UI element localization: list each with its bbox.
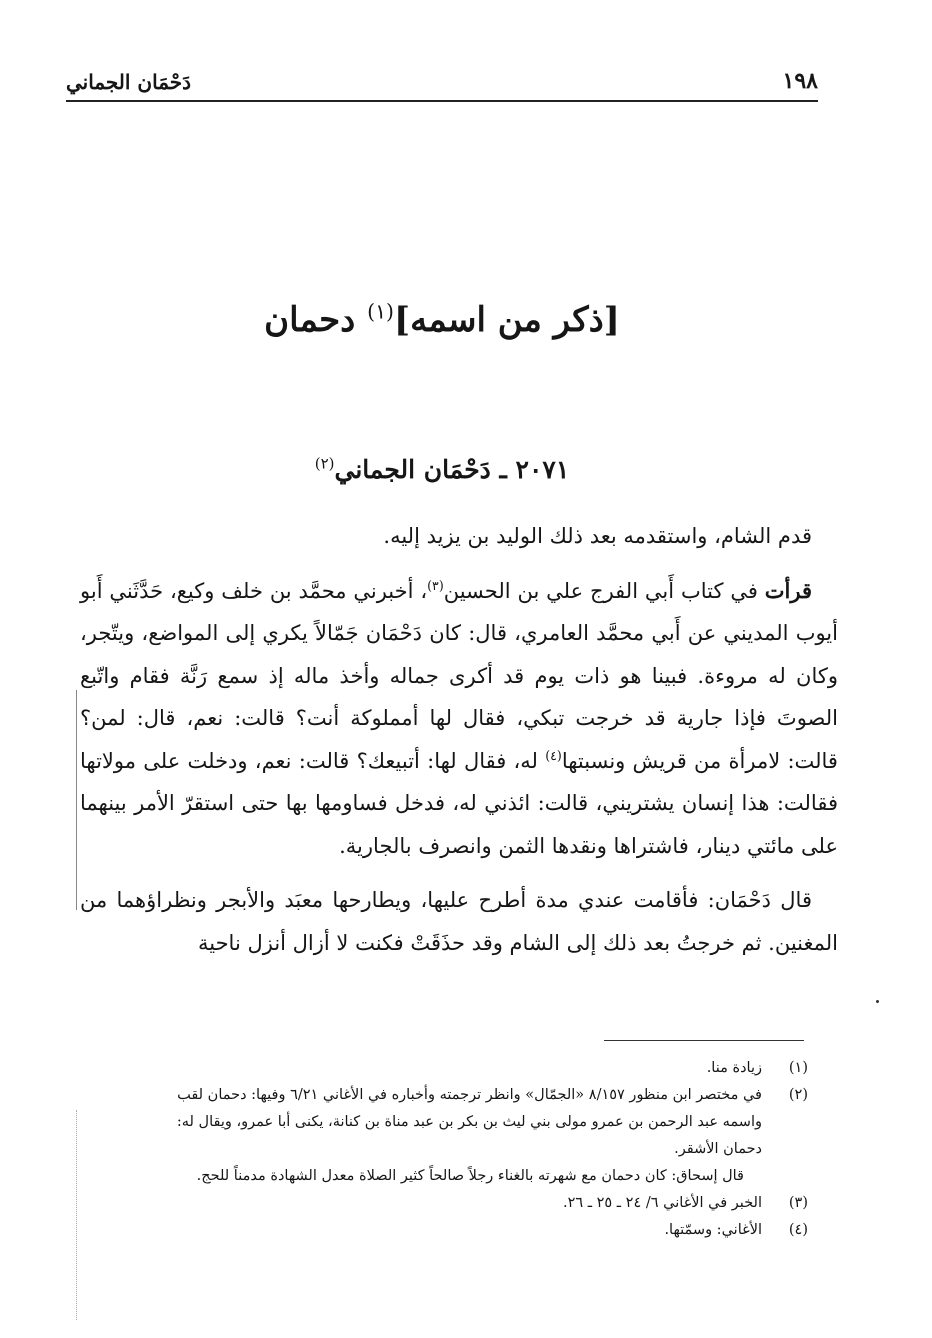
scan-speck <box>876 1000 879 1003</box>
footnote-3-number: (٣) <box>788 1195 808 1211</box>
footnote-1-text: زيادة منا. <box>706 1060 762 1076</box>
section-title-footnote-ref: (١) <box>367 299 394 324</box>
footnote-4-number: (٤) <box>788 1222 808 1238</box>
paragraph-2-part-c: له، فقال لها: أتبيعك؟ قالت: نعم، ودخلت على مولاتها فقالت: هذا إنسان يشتريني، قالت: ائذني له، فدخل فساومها بها حتى استقرّ الأمر بينهما على مائتي دينار، فاشتراها ونقدها الثمن وانصرف بالجارية. <box>80 748 838 858</box>
paragraph-2-lead: قرأت <box>764 577 812 603</box>
paragraph-2-part-a: في كتاب أَبي الفرج علي بن الحسين <box>443 578 765 603</box>
footnote-3 <box>56 1190 808 1217</box>
footnote-1 <box>56 1055 808 1082</box>
footnote-1-number: (١) <box>788 1060 808 1076</box>
paragraph-1: قدم الشام، واستقدمه بعد ذلك الوليد بن يزيد إليه. <box>383 524 812 548</box>
footnote-2-continuation-2: دحمان الأشقر. <box>674 1141 762 1157</box>
entry-title <box>66 455 818 484</box>
section-title-name: دحمان <box>264 300 368 340</box>
running-head: دَحْمَان الجماني <box>66 70 192 94</box>
body-text <box>80 515 838 976</box>
section-title <box>66 300 818 340</box>
footnote-3-text: الخبر في الأغاني ٦/ ٢٤ ـ ٢٥ ـ ٢٦. <box>562 1195 762 1211</box>
entry-title-footnote-ref: (٢) <box>314 454 335 473</box>
paragraph-2-part-b: ، أخبرني محمَّد بن خلف وكيع، حَدَّثَني أَبو أيوب المديني عن أَبي محمَّد العامري، قال: كان دَحْمَان جَمّالاً يكري إلى المواضع، ويتّجر، وكان له مروءة. فبينا هو ذات يوم قد أكرى جماله وأخذ ماله إذ سمع رَنَّة فقام واتّبع الصوتَ فإذا جارية قد خرجت تبكي، فقال لها أمملوكة أنت؟ قالت: نعم، قال: لمن؟ قالت: لامرأة من قريش ونسبتها <box>80 578 838 773</box>
paragraph-3: قال دَحْمَان: فأقامت عندي مدة أطرح عليها، ويطارحها معبَد والأبجر ونظراؤهما من المغنين. ثم خرجتُ بعد ذلك إلى الشام وقد حذَقَتْ فكنت لا أزال أنزل ناحية <box>80 888 838 955</box>
footnotes <box>56 1055 808 1244</box>
footnote-divider <box>604 1040 804 1041</box>
section-title-text: [ذكر من اسمه] <box>394 300 620 340</box>
paragraph-2 <box>80 570 838 868</box>
footnote-ref-4: (٤) <box>545 747 562 763</box>
page-header <box>66 66 818 102</box>
footnote-2-continuation-1: واسمه عبد الرحمن بن عمرو مولى بني ليث بن بكر بن عبد مناة بن كنانة، يكنى أبا عمرو، ويقال له: <box>176 1114 762 1130</box>
footnote-2-text: في مختصر ابن منظور ٨/١٥٧ «الجمّال» وانظر ترجمته وأخباره في الأغاني ٦/٢١ وفيها: دحمان لقب <box>177 1087 762 1103</box>
footnote-4 <box>56 1217 808 1244</box>
footnote-2-number: (٢) <box>788 1087 808 1103</box>
scan-margin-line <box>76 690 77 910</box>
footnote-2-continuation-3: قال إسحاق: كان دحمان مع شهرته بالغناء رجلاً صالحاً كثير الصلاة معدل الشهادة مدمناً للحج. <box>196 1168 744 1184</box>
page-number: ١٩٨ <box>782 68 818 94</box>
footnote-2 <box>56 1082 808 1109</box>
scan-margin-line-lower <box>76 1110 77 1320</box>
entry-title-text: ٢٠٧١ ـ دَحْمَان الجماني <box>334 455 570 484</box>
footnote-4-text: الأغاني: وسمّتها. <box>664 1222 762 1238</box>
footnote-ref-3: (٣) <box>427 577 444 593</box>
